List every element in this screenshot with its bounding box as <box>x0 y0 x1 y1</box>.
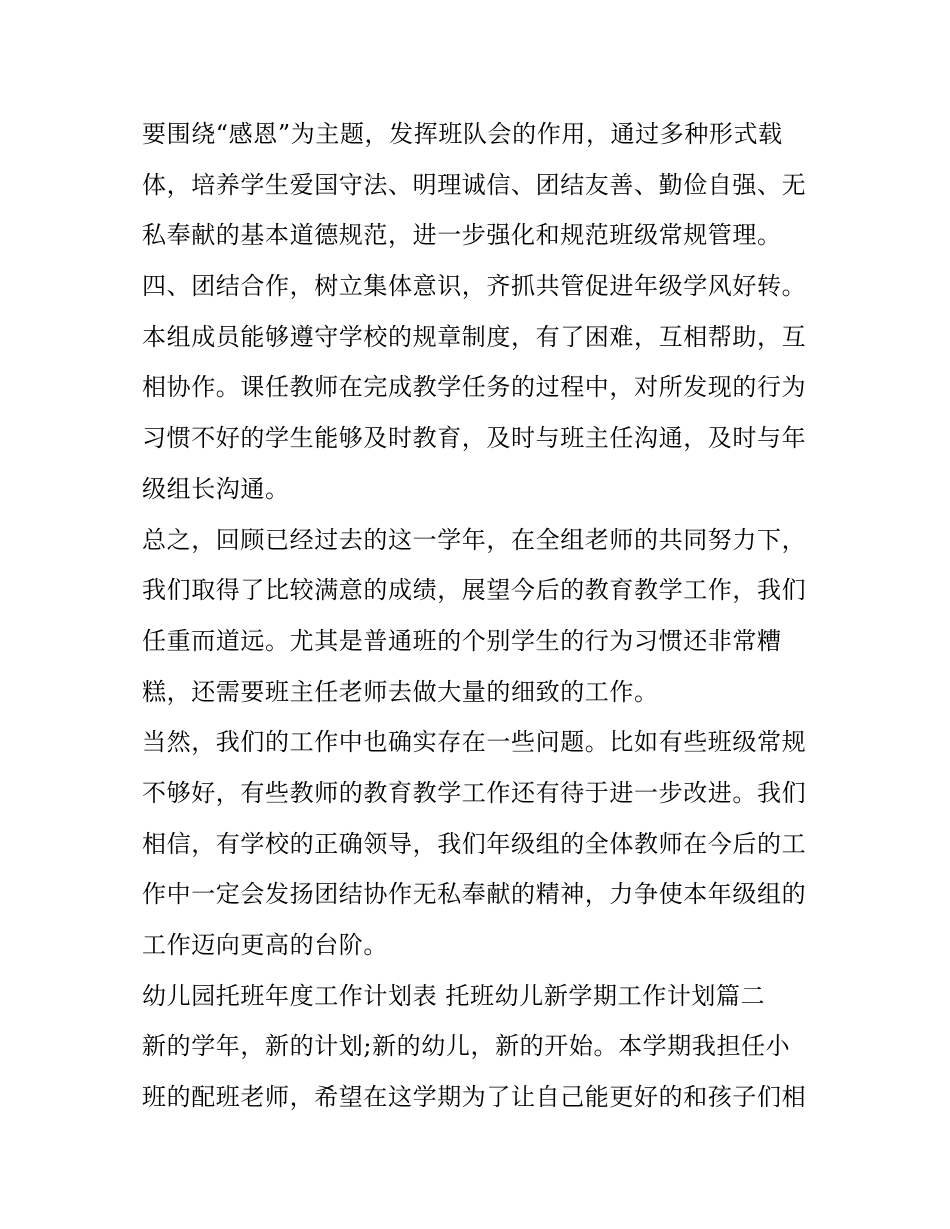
text-line: 体，培养学生爱国守法、明理诚信、团结友善、勤俭自强、无 <box>142 170 807 199</box>
text-line: 本组成员能够遵守学校的规章制度，有了困难，互相帮助，互 <box>142 322 807 351</box>
text-line: 糕，还需要班主任老师去做大量的细致的工作。 <box>142 677 659 706</box>
text-line: 新的学年，新的计划;新的幼儿，新的开始。本学期我担任小 <box>142 1032 791 1061</box>
text-line: 任重而道远。尤其是普通班的个别学生的行为习惯还非常糟 <box>142 626 782 655</box>
text-line: 班的配班老师，希望在这学期为了让自己能更好的和孩子们相 <box>142 1083 807 1112</box>
section-heading: 幼儿园托班年度工作计划表 托班幼儿新学期工作计划篇二 <box>142 981 766 1010</box>
text-line: 相信，有学校的正确领导，我们年级组的全体教师在今后的工 <box>142 829 807 858</box>
text-line: 要围绕“感恩”为主题，发挥班队会的作用，通过多种形式载 <box>142 120 783 148</box>
text-line: 作中一定会发扬团结协作无私奉献的精神，力争使本年级组的 <box>142 880 807 909</box>
text-line: 工作迈向更高的台阶。 <box>142 931 388 959</box>
text-line: 当然，我们的工作中也确实存在一些问题。比如有些班级常规 <box>142 728 807 757</box>
text-line: 我们取得了比较满意的成绩，展望今后的教育教学工作，我们 <box>142 576 807 605</box>
text-line: 相协作。课任教师在完成教学任务的过程中，对所发现的行为 <box>142 373 807 402</box>
text-line: 不够好，有些教师的教育教学工作还有待于进一步改进。我们 <box>142 778 807 807</box>
text-line: 私奉献的基本道德规范，进一步强化和规范班级常规管理。 <box>142 221 782 250</box>
text-line: 级组长沟通。 <box>142 474 290 503</box>
text-line: 习惯不好的学生能够及时教育，及时与班主任沟通，及时与年 <box>142 424 807 453</box>
text-line: 四、团结合作，树立集体意识，齐抓共管促进年级学风好转。 <box>142 272 807 301</box>
document-body <box>142 109 814 1123</box>
text-line: 总之，回顾已经过去的这一学年，在全组老师的共同努力下， <box>142 525 807 554</box>
